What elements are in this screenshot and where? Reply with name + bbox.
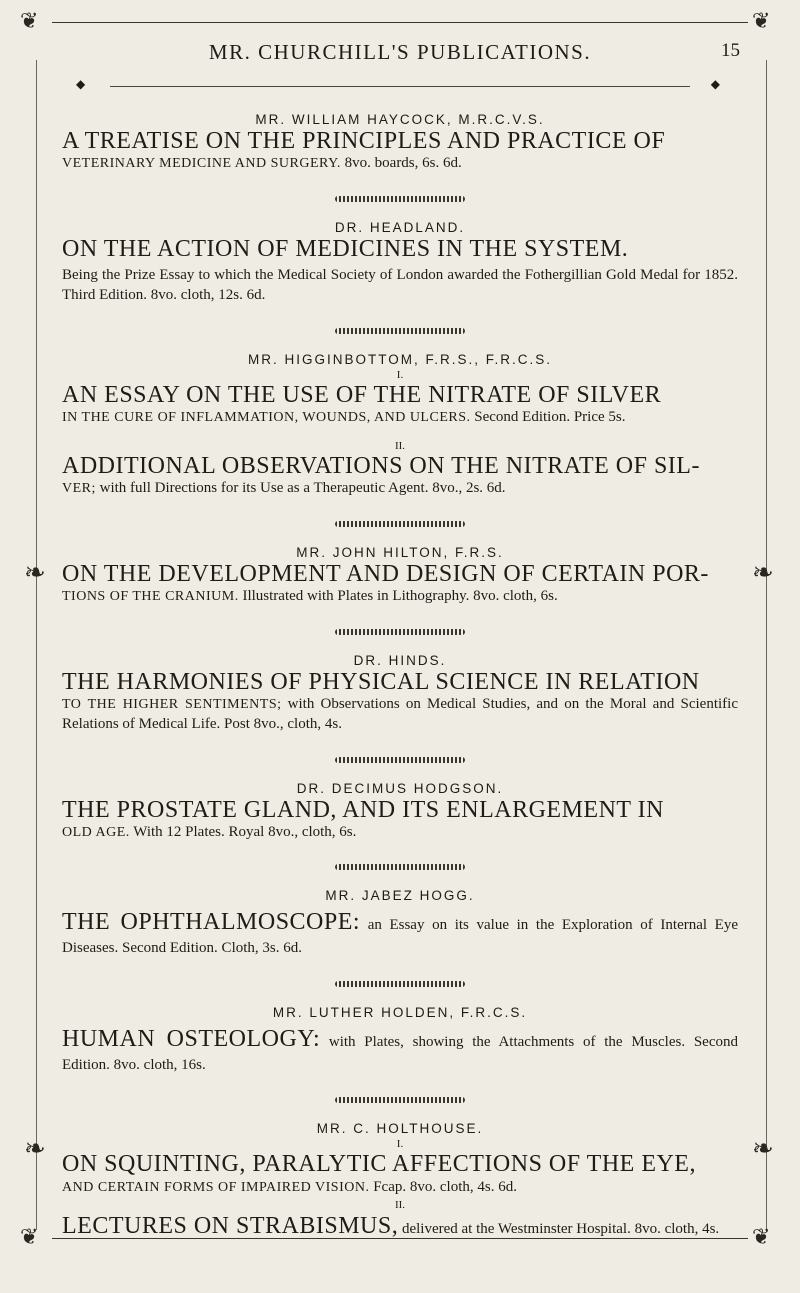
book-title: THE PROSTATE GLAND, AND ITS ENLARGEMENT IN [62, 796, 664, 823]
book-description [62, 1178, 738, 1198]
entry-holden [62, 1005, 738, 1075]
frame-right-rule [766, 60, 767, 1230]
entry-hilton [62, 545, 738, 607]
header-rule [76, 77, 720, 91]
entry-holthouse [62, 1121, 738, 1243]
publication-list [62, 112, 738, 1243]
section-divider [335, 521, 465, 527]
rule-ornament-icon: ◆ [76, 77, 86, 91]
book-title: ON SQUINTING, PARALYTIC AFFECTIONS OF THE EYE, [62, 1151, 696, 1178]
corner-ornament-icon: ❦ [20, 1224, 39, 1249]
side-ornament-icon: ❧ [24, 558, 46, 587]
book-title: LECTURES ON STRABISMUS, [62, 1213, 399, 1240]
book-title: THE HARMONIES OF PHYSICAL SCIENCE IN RELATION [62, 668, 700, 695]
book-description [62, 907, 738, 958]
section-divider [335, 1097, 465, 1103]
description-text: Fcap. 8vo. cloth, 4s. 6d. [373, 1178, 517, 1195]
description-caps: TIONS OF THE CRANIUM. [62, 588, 239, 604]
entry-haycock [62, 112, 738, 174]
section-divider [335, 757, 465, 763]
description-caps: AND CERTAIN FORMS OF IMPAIRED VISION. [62, 1179, 370, 1195]
book-description [62, 154, 738, 174]
work-number: II. [394, 1199, 406, 1212]
description-text: With 12 Plates. Royal 8vo., cloth, 6s. [133, 823, 357, 840]
author-name: MR. C. HOLTHOUSE. [316, 1121, 484, 1137]
book-title: THE OPHTHALMOSCOPE: [62, 909, 361, 936]
description-text: with full Directions for its Use as a Therapeutic Agent. 8vo., 2s. 6d. [99, 479, 506, 496]
book-title: A TREATISE ON THE PRINCIPLES AND PRACTICE OF [62, 128, 666, 154]
book-description: Being the Prize Essay to which the Medical Society of London awarded the Fothergillian Gold Medal for 1852. Third Edition. 8vo. cloth, 12s. 6d. [62, 267, 738, 303]
entry-hogg [62, 888, 738, 958]
description-caps: VER; [62, 480, 96, 496]
section-divider [335, 981, 465, 987]
author-name: DR. HINDS. [353, 652, 447, 668]
book-description [62, 479, 738, 499]
section-divider [335, 629, 465, 635]
page-header [60, 36, 740, 66]
description-text: an Essay on its value in the Exploration of Internal Eye Diseases. Second Edition. Cloth, 3s. 6d. [62, 917, 738, 957]
entry-higginbottom [62, 352, 738, 499]
description-text: delivered at the Westminster Hospital. 8vo. cloth, 4s. [401, 1221, 720, 1238]
corner-ornament-icon: ❦ [20, 8, 39, 33]
entry-hodgson [62, 781, 738, 843]
book-title: ON THE DEVELOPMENT AND DESIGN OF CERTAIN POR- [62, 560, 709, 587]
description-caps: TO THE HIGHER SENTIMENTS; [62, 696, 282, 712]
book-description [62, 823, 738, 843]
description-text: Illustrated with Plates in Lithography. 8vo. cloth, 6s. [242, 587, 558, 604]
description-text: 8vo. boards, 6s. 6d. [344, 155, 462, 172]
entry-headland [62, 220, 738, 306]
book-title: ADDITIONAL OBSERVATIONS ON THE NITRATE OF SIL- [62, 452, 700, 479]
description-caps: VETERINARY MEDICINE AND SURGERY. [62, 156, 341, 172]
page-number: 15 [721, 40, 740, 61]
author-name: MR. LUTHER HOLDEN, F.R.C.S. [272, 1004, 528, 1020]
entry-hinds [62, 653, 738, 735]
section-divider [335, 196, 465, 202]
book-title: ON THE ACTION OF MEDICINES IN THE SYSTEM. [62, 235, 629, 262]
work-number: II. [394, 439, 406, 452]
side-ornament-icon: ❧ [752, 1134, 774, 1163]
book-description [62, 587, 738, 607]
frame-top-rule [52, 22, 748, 23]
description-text: with Observations on Medical Studies, and on the Moral and Scientific Relations of Medical Life. Post 8vo., cloth, 4s. [62, 695, 738, 732]
side-ornament-icon: ❧ [752, 558, 774, 587]
book-description [62, 1024, 738, 1075]
author-name: MR. HIGGINBOTTOM, F.R.S., F.R.C.S. [247, 351, 552, 367]
description-caps: OLD AGE. [62, 824, 130, 840]
book-description [62, 1211, 738, 1243]
author-name: MR. JABEZ HOGG. [325, 888, 475, 904]
rule-ornament-icon: ◆ [710, 77, 720, 91]
section-divider [335, 864, 465, 870]
book-description [62, 695, 738, 735]
work-number: I. [396, 368, 404, 381]
corner-ornament-icon: ❦ [752, 8, 771, 33]
page-title: MR. CHURCHILL'S PUBLICATIONS. [208, 40, 592, 64]
corner-ornament-icon: ❦ [752, 1224, 771, 1249]
author-name: MR. JOHN HILTON, F.R.S. [296, 544, 504, 560]
book-title: HUMAN OSTEOLOGY: [62, 1025, 321, 1052]
work-number: I. [396, 1138, 404, 1151]
description-text: Second Edition. Price 5s. [474, 408, 626, 425]
author-name: MR. WILLIAM HAYCOCK, M.R.C.V.S. [255, 112, 545, 127]
author-name: DR. DECIMUS HODGSON. [296, 780, 504, 796]
description-text: with Plates, showing the Attachments of the Muscles. Second Edition. 8vo. cloth, 16s. [62, 1033, 738, 1073]
book-description [62, 408, 738, 428]
book-title: AN ESSAY ON THE USE OF THE NITRATE OF SILVER [62, 381, 662, 408]
author-name: DR. HEADLAND. [334, 219, 466, 235]
description-caps: IN THE CURE OF INFLAMMATION, WOUNDS, AND ULCERS. [62, 409, 471, 425]
side-ornament-icon: ❧ [24, 1134, 46, 1163]
section-divider [335, 328, 465, 334]
frame-left-rule [36, 60, 37, 1230]
